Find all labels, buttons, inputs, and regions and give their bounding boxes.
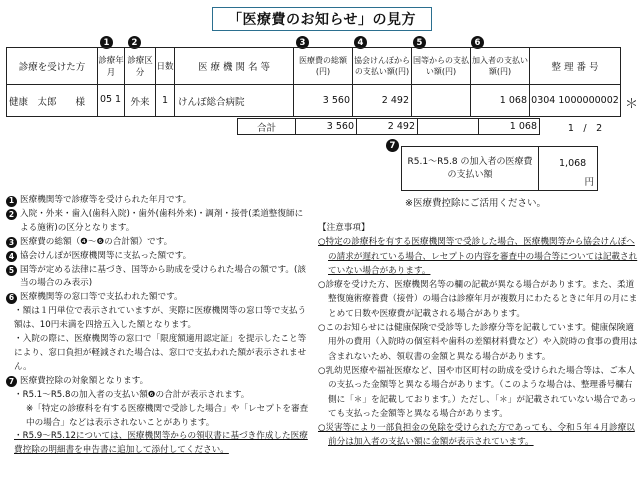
deduction-label: R5.1～R5.8 の加入者の医療費の支払い額 [402, 147, 539, 191]
number-1-icon: 1 [6, 196, 17, 207]
totals-page: 1 / 2 [567, 122, 603, 134]
caution-item: ○特定の診療科を有する医療機関等で受診した場合、医療機関等から協会けんぽへの請求が遅れている場合、レセプトの内容を審査中の場合等については記載されていない場合があります。 [318, 237, 638, 276]
cell-total-cost: 3 560 [294, 85, 353, 117]
cell-month [98, 85, 125, 117]
note-1: 1 医療機関等で診療等を受けられた年月です。 [6, 194, 310, 208]
header-ref-no: 整 理 番 号 [530, 48, 621, 85]
note-6: 6 医療機関等の窓口等で支払われた額です。 [6, 291, 310, 305]
marker-5-icon: 5 [413, 36, 426, 49]
note-7: 7 医療費控除の対象額となります。 [6, 375, 310, 389]
cell-days: 1 [156, 85, 175, 117]
header-kenpo-pay: 協会けんぽからの支払い額(円) [353, 48, 412, 85]
medical-cost-table [6, 47, 621, 117]
header-patient: 診療を受けた方 [7, 48, 98, 85]
marker-4-icon: 4 [354, 36, 367, 49]
cell-category: 外来 [125, 85, 156, 117]
note-4: 4 協会けんぽが医療機関等に支払った額です。 [6, 250, 310, 264]
marker-2-icon: 2 [128, 36, 141, 49]
header-public-pay: 国等からの支払い額(円) [412, 48, 471, 85]
number-3-icon: 3 [6, 237, 17, 248]
ref-mark: ＊ [625, 97, 639, 112]
header-days: 日数 [156, 48, 175, 85]
note-6a: ・額は１円単位で表示されていますが、実際に医療機関等の窓口等で支払う額は、10円未満を四捨五入した額となります。 [14, 306, 307, 331]
cell-member-pay: 1 068 [471, 85, 530, 117]
marker-6-icon: 6 [471, 36, 484, 49]
deduction-box [401, 146, 598, 191]
totals-total-cost: 3 560 [296, 119, 357, 135]
caution-item: ○このお知らせには健康保険で受診等した診療分等を記載しています。健康保険適用外の費用（入院時の個室料や歯科の差額材料費など）や入院時の食事の費用は含まれないため、領収書の金額と異なる場合があります。 [318, 323, 638, 362]
totals-public-pay [418, 119, 479, 135]
totals-row [237, 118, 630, 135]
header-member-pay: 加入者の支払い額(円) [471, 48, 530, 85]
totals-label: 合計 [238, 119, 296, 135]
deduction-unit: 円 [584, 177, 594, 188]
note-7a: ・R5.1～R5.8の加入者の支払い額❻の合計が表示されます。 [14, 389, 250, 400]
caution-notes [318, 221, 640, 450]
deduction-value: 1,068 [559, 158, 587, 169]
cell-kenpo-pay: 2 492 [353, 85, 412, 117]
deduction-value-cell [539, 147, 598, 191]
note-7c: ・R5.9～R5.12については、医療機関等からの領収書に基づき作成した医療費控除の明細書を申告書に追加して添付してください。 [14, 431, 308, 456]
totals-kenpo-pay: 2 492 [357, 119, 418, 135]
note-3: 3 医療費の総額（❹～❻の合計額）です。 [6, 236, 310, 250]
cell-patient: 健康 太郎 様 [7, 85, 98, 117]
note-6b: ・入院の際に、医療機関等の窓口で「限度額適用認定証」を提示したこと等により、窓口負担が軽減された場合は、窓口で支払われた額が表示されません。 [14, 334, 307, 372]
table-row [7, 85, 621, 117]
number-2-icon: 2 [6, 209, 17, 220]
marker-3-icon: 3 [296, 36, 309, 49]
cell-year: 05 [100, 94, 113, 105]
cell-ref-no: 0304 1000000002 [530, 85, 621, 117]
number-6-icon: 6 [6, 293, 17, 304]
note-2: 2 入院・外来・歯入(歯科入院)・歯外(歯科外来)・調剤・接骨(柔道整復師による施術)の区分となります。 [6, 208, 310, 236]
caution-item: ○乳幼児医療や福祉医療など、国や市区町村の助成を受けられた場合等は、ご本人の支払った金額等と異なる場合があります。（このような場合は、整理番号欄右側に「＊」を記載しております。）ただし、「＊」が記載されていない場合であっても支払った金額等と異なる場合があります。 [318, 365, 637, 419]
cell-public-pay [412, 85, 471, 117]
header-institution: 医 療 機 関 名 等 [175, 48, 294, 85]
note-5: 5 国等が定める法律に基づき、国等から助成を受けられた場合の額です。(該当の場合のみ表示) [6, 264, 310, 292]
header-month: 診療年月 [98, 48, 125, 85]
totals-member-pay: 1 068 [479, 119, 540, 135]
caution-heading: 【注意事項】 [318, 223, 370, 233]
page-title: 「医療費のお知らせ」の見方 [212, 7, 432, 31]
caution-item: ○災害等により一部負担金の免除を受けられた方であっても、令和５年４月診療以前分は加入者の支払い額に金額が表示されています。 [318, 423, 635, 448]
cell-institution: けんぽ総合病院 [175, 85, 294, 117]
caution-item: ○診療を受けた方、医療機関名等の欄の記載が異なる場合があります。また、柔道整復施術療養費（接骨）の場合は診療年月が複数月にわたるときに年月の月にまとめて日数や医療費が記載される場合があります。 [318, 280, 638, 319]
number-7-icon: 7 [6, 376, 17, 387]
number-5-icon: 5 [6, 265, 17, 276]
left-notes [6, 194, 310, 458]
marker-7-icon: 7 [386, 139, 399, 152]
deduction-footnote: ※医療費控除にご活用ください。 [405, 198, 546, 209]
header-category: 診療区分 [125, 48, 156, 85]
cell-month-value: 1 [114, 94, 121, 105]
number-4-icon: 4 [6, 251, 17, 262]
header-total-cost: 医療費の総額(円) [294, 48, 353, 85]
marker-1-icon: 1 [100, 36, 113, 49]
note-7b: ※「特定の診療科を有する医療機関で受診した場合」や「レセプトを審査中の場合」などは表示されないことがあります。 [26, 403, 309, 428]
